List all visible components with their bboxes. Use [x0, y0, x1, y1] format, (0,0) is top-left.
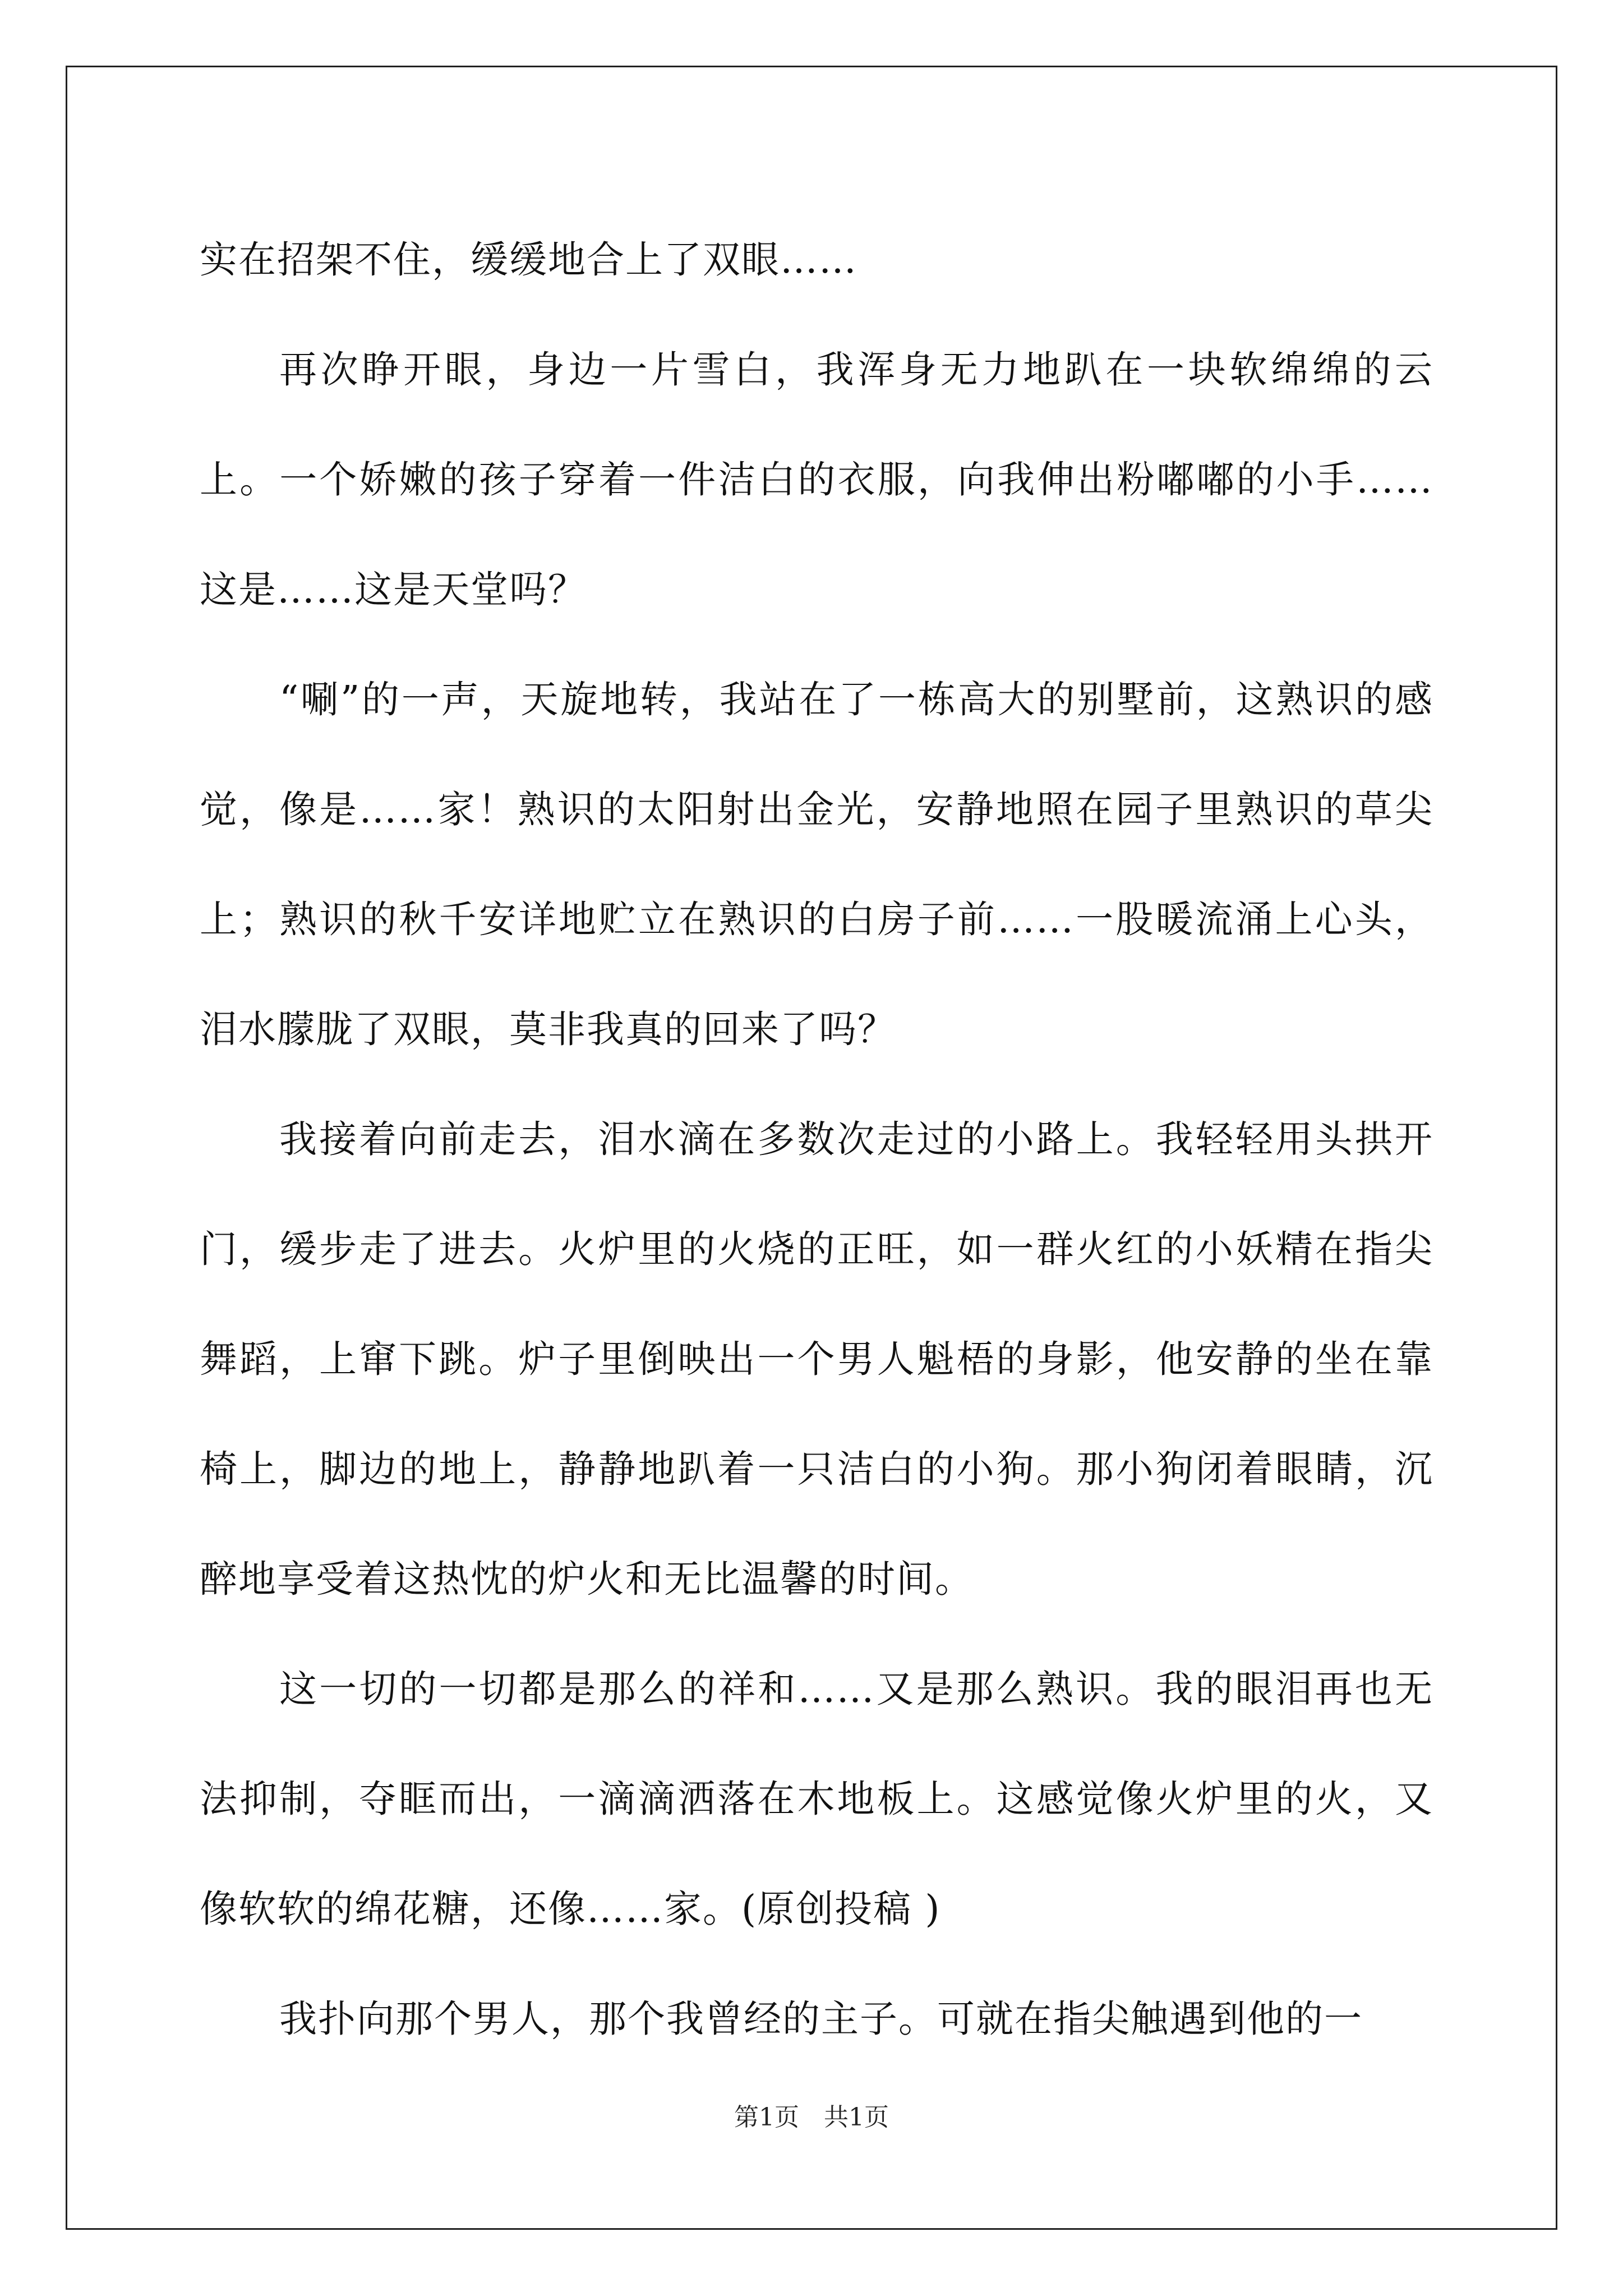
paragraph-4: 我接着向前走去，泪水滴在多数次走过的小路上。我轻轻用头拱开门，缓步走了进去。火炉里的火烧的正旺，如一群火红的小妖精在指尖舞蹈，上窜下跳。炉子里倒映出一个男人魁梧的身影，他安静的坐在靠椅上，脚边的地上，静静地趴着一只洁白的小狗。那小狗闭着眼睛，沉醉地享受着这热忱的炉火和无比温馨的时间。 [200, 1117, 1433, 1601]
document-body [200, 205, 1433, 2074]
paragraph-5: 这一切的一切都是那么的祥和……又是那么熟识。我的眼泪再也无法抑制，夺眶而出，一滴滴洒落在木地板上。这感觉像火炉里的火，又像软软的绵花糖，还像……家。(原创投稿 ) [200, 1667, 1433, 1931]
page-footer: 第1页 共1页 [734, 2103, 889, 2132]
paragraph-6: 我扑向那个男人，那个我曾经的主子。可就在指尖触遇到他的一 [279, 1997, 1363, 2041]
paragraph-3: “唰”的一声，天旋地转，我站在了一栋高大的别墅前，这熟识的感觉，像是……家！熟识的太阳射出金光，安静地照在园子里熟识的草尖上；熟识的秋千安详地贮立在熟识的白房子前……一股暖流涌上心头，泪水朦胧了双眼，莫非我真的回来了吗？ [200, 678, 1433, 1051]
paragraph-1: 实在招架不住，缓缓地合上了双眼…… [200, 238, 857, 282]
paragraph-2: 再次睁开眼，身边一片雪白，我浑身无力地趴在一块软绵绵的云上。一个娇嫩的孩子穿着一件洁白的衣服，向我伸出粉嘟嘟的小手……这是……这是天堂吗？ [200, 348, 1433, 611]
